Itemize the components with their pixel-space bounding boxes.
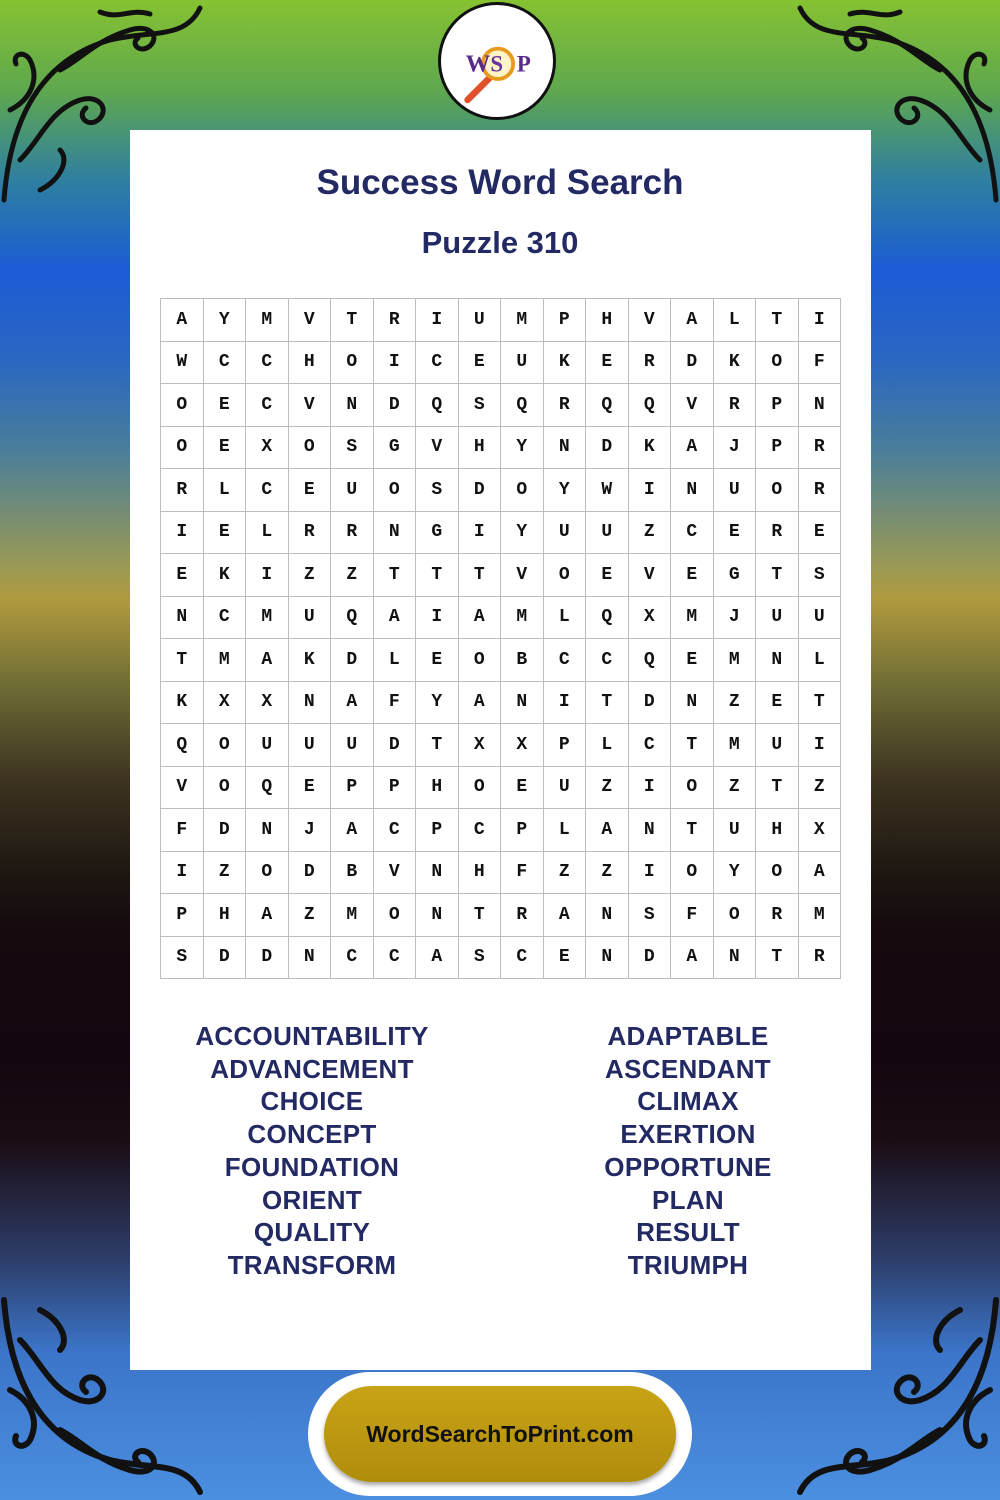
- grid-cell[interactable]: Q: [416, 384, 459, 427]
- grid-cell[interactable]: D: [629, 682, 672, 725]
- grid-cell[interactable]: H: [586, 299, 629, 342]
- grid-cell[interactable]: O: [289, 427, 332, 470]
- grid-cell[interactable]: C: [416, 342, 459, 385]
- grid-cell[interactable]: K: [544, 342, 587, 385]
- grid-cell[interactable]: O: [756, 469, 799, 512]
- grid-cell[interactable]: M: [204, 639, 247, 682]
- grid-cell[interactable]: M: [501, 299, 544, 342]
- grid-cell[interactable]: I: [246, 554, 289, 597]
- grid-cell[interactable]: W: [161, 342, 204, 385]
- grid-cell[interactable]: L: [799, 639, 842, 682]
- grid-cell[interactable]: V: [629, 299, 672, 342]
- grid-cell[interactable]: V: [289, 384, 332, 427]
- grid-cell[interactable]: U: [289, 724, 332, 767]
- grid-cell[interactable]: N: [416, 894, 459, 937]
- grid-cell[interactable]: O: [374, 469, 417, 512]
- logo-letter-s: S: [490, 51, 504, 77]
- grid-cell[interactable]: S: [331, 427, 374, 470]
- grid-cell[interactable]: C: [246, 384, 289, 427]
- grid-cell[interactable]: N: [544, 427, 587, 470]
- logo-letter-w: W: [465, 50, 491, 78]
- word-list-item: FOUNDATION: [224, 1151, 400, 1182]
- grid-cell[interactable]: H: [459, 427, 502, 470]
- grid-cell[interactable]: Q: [246, 767, 289, 810]
- grid-cell[interactable]: A: [671, 299, 714, 342]
- grid-cell[interactable]: A: [671, 427, 714, 470]
- grid-cell[interactable]: W: [586, 469, 629, 512]
- grid-cell[interactable]: H: [756, 809, 799, 852]
- grid-cell[interactable]: U: [544, 512, 587, 555]
- grid-cell[interactable]: N: [756, 639, 799, 682]
- grid-cell[interactable]: I: [374, 342, 417, 385]
- grid-cell[interactable]: R: [629, 342, 672, 385]
- logo-letter-p: P: [516, 51, 531, 77]
- grid-cell[interactable]: I: [416, 299, 459, 342]
- grid-cell[interactable]: L: [544, 809, 587, 852]
- grid-cell[interactable]: C: [204, 342, 247, 385]
- grid-cell[interactable]: H: [204, 894, 247, 937]
- grid-cell[interactable]: P: [331, 767, 374, 810]
- word-list-item: EXERTION: [620, 1119, 756, 1150]
- grid-cell[interactable]: A: [459, 597, 502, 640]
- grid-cell[interactable]: U: [586, 512, 629, 555]
- grid-cell[interactable]: C: [629, 724, 672, 767]
- grid-cell[interactable]: Z: [714, 682, 757, 725]
- grid-cell[interactable]: A: [246, 894, 289, 937]
- grid-cell[interactable]: G: [416, 512, 459, 555]
- word-list-left: [162, 1020, 462, 1282]
- word-list-item: PLAN: [652, 1184, 724, 1215]
- grid-cell[interactable]: K: [204, 554, 247, 597]
- grid-cell[interactable]: U: [714, 809, 757, 852]
- grid-cell[interactable]: C: [586, 639, 629, 682]
- word-list-item: QUALITY: [253, 1217, 371, 1248]
- grid-cell[interactable]: I: [799, 724, 842, 767]
- grid-cell[interactable]: R: [544, 384, 587, 427]
- grid-cell[interactable]: Y: [544, 469, 587, 512]
- grid-cell[interactable]: Z: [799, 767, 842, 810]
- grid-cell[interactable]: D: [204, 937, 247, 980]
- grid-cell[interactable]: O: [459, 767, 502, 810]
- grid-cell[interactable]: R: [799, 469, 842, 512]
- grid-cell[interactable]: O: [756, 852, 799, 895]
- grid-cell[interactable]: X: [246, 427, 289, 470]
- grid-cell[interactable]: O: [671, 767, 714, 810]
- grid-cell[interactable]: L: [544, 597, 587, 640]
- grid-cell[interactable]: S: [799, 554, 842, 597]
- grid-cell[interactable]: L: [586, 724, 629, 767]
- letter-grid: [160, 298, 841, 979]
- grid-cell[interactable]: C: [671, 512, 714, 555]
- grid-cell[interactable]: N: [671, 682, 714, 725]
- grid-cell[interactable]: E: [586, 554, 629, 597]
- grid-cell[interactable]: H: [289, 342, 332, 385]
- grid-cell[interactable]: E: [501, 767, 544, 810]
- grid-cell[interactable]: V: [629, 554, 672, 597]
- grid-cell[interactable]: F: [671, 894, 714, 937]
- grid-cell[interactable]: I: [799, 299, 842, 342]
- grid-cell[interactable]: T: [161, 639, 204, 682]
- grid-cell[interactable]: M: [331, 894, 374, 937]
- grid-cell[interactable]: V: [289, 299, 332, 342]
- grid-cell[interactable]: O: [714, 894, 757, 937]
- grid-cell[interactable]: T: [799, 682, 842, 725]
- grid-cell[interactable]: Q: [586, 597, 629, 640]
- grid-cell[interactable]: N: [671, 469, 714, 512]
- grid-cell[interactable]: E: [204, 427, 247, 470]
- grid-cell[interactable]: E: [416, 639, 459, 682]
- grid-cell[interactable]: R: [714, 384, 757, 427]
- grid-cell[interactable]: R: [161, 469, 204, 512]
- grid-cell[interactable]: R: [289, 512, 332, 555]
- grid-cell[interactable]: N: [799, 384, 842, 427]
- grid-cell[interactable]: M: [714, 639, 757, 682]
- grid-cell[interactable]: E: [671, 554, 714, 597]
- grid-cell[interactable]: S: [629, 894, 672, 937]
- grid-cell[interactable]: C: [501, 937, 544, 980]
- puzzle-number: Puzzle 310: [421, 225, 579, 260]
- grid-cell[interactable]: I: [161, 512, 204, 555]
- grid-cell[interactable]: I: [416, 597, 459, 640]
- grid-cell[interactable]: O: [331, 342, 374, 385]
- word-list-item: ADVANCEMENT: [210, 1053, 414, 1084]
- grid-cell[interactable]: Q: [501, 384, 544, 427]
- grid-cell[interactable]: Q: [586, 384, 629, 427]
- grid-cell[interactable]: T: [374, 554, 417, 597]
- grid-cell[interactable]: Y: [416, 682, 459, 725]
- grid-cell[interactable]: Z: [544, 852, 587, 895]
- grid-cell[interactable]: Z: [586, 852, 629, 895]
- grid-cell[interactable]: T: [756, 554, 799, 597]
- grid-cell[interactable]: R: [501, 894, 544, 937]
- grid-cell[interactable]: O: [459, 639, 502, 682]
- grid-cell[interactable]: P: [756, 427, 799, 470]
- grid-cell[interactable]: T: [671, 809, 714, 852]
- word-list-item: CHOICE: [260, 1086, 364, 1117]
- grid-cell[interactable]: Q: [161, 724, 204, 767]
- grid-cell[interactable]: Y: [714, 852, 757, 895]
- grid-cell[interactable]: A: [331, 682, 374, 725]
- grid-cell[interactable]: U: [501, 342, 544, 385]
- grid-cell[interactable]: R: [756, 894, 799, 937]
- grid-cell[interactable]: I: [629, 469, 672, 512]
- grid-cell[interactable]: C: [204, 597, 247, 640]
- grid-cell[interactable]: U: [714, 469, 757, 512]
- grid-cell[interactable]: E: [799, 512, 842, 555]
- grid-cell[interactable]: N: [714, 937, 757, 980]
- grid-cell[interactable]: S: [161, 937, 204, 980]
- grid-cell[interactable]: N: [161, 597, 204, 640]
- grid-cell[interactable]: I: [459, 512, 502, 555]
- grid-cell[interactable]: O: [544, 554, 587, 597]
- grid-cell[interactable]: E: [714, 512, 757, 555]
- grid-cell[interactable]: S: [459, 384, 502, 427]
- grid-cell[interactable]: N: [586, 937, 629, 980]
- grid-cell[interactable]: U: [756, 597, 799, 640]
- grid-cell[interactable]: P: [374, 767, 417, 810]
- page-title: Success Word Search: [316, 163, 684, 202]
- grid-cell[interactable]: A: [586, 809, 629, 852]
- grid-cell[interactable]: V: [501, 554, 544, 597]
- grid-cell[interactable]: T: [586, 682, 629, 725]
- grid-cell[interactable]: D: [204, 809, 247, 852]
- grid-cell[interactable]: T: [671, 724, 714, 767]
- grid-cell[interactable]: E: [204, 512, 247, 555]
- grid-cell[interactable]: G: [374, 427, 417, 470]
- grid-cell[interactable]: H: [459, 852, 502, 895]
- grid-cell[interactable]: E: [289, 767, 332, 810]
- grid-cell[interactable]: T: [756, 767, 799, 810]
- grid-cell[interactable]: X: [799, 809, 842, 852]
- grid-cell[interactable]: Z: [289, 894, 332, 937]
- grid-cell[interactable]: O: [374, 894, 417, 937]
- grid-cell[interactable]: A: [246, 639, 289, 682]
- word-list-item: CLIMAX: [637, 1086, 739, 1117]
- grid-cell[interactable]: M: [501, 597, 544, 640]
- wsp-logo: [438, 2, 556, 120]
- grid-cell[interactable]: A: [161, 299, 204, 342]
- grid-cell[interactable]: L: [714, 299, 757, 342]
- grid-cell[interactable]: O: [756, 342, 799, 385]
- grid-cell[interactable]: V: [161, 767, 204, 810]
- grid-cell[interactable]: O: [501, 469, 544, 512]
- grid-cell[interactable]: A: [544, 894, 587, 937]
- grid-cell[interactable]: U: [331, 724, 374, 767]
- grid-cell[interactable]: C: [331, 937, 374, 980]
- grid-cell[interactable]: A: [374, 597, 417, 640]
- grid-cell[interactable]: E: [671, 639, 714, 682]
- grid-cell[interactable]: P: [501, 809, 544, 852]
- grid-cell[interactable]: X: [501, 724, 544, 767]
- grid-cell[interactable]: T: [416, 724, 459, 767]
- grid-cell[interactable]: M: [714, 724, 757, 767]
- grid-cell[interactable]: N: [246, 809, 289, 852]
- grid-cell[interactable]: G: [714, 554, 757, 597]
- grid-cell[interactable]: L: [204, 469, 247, 512]
- grid-cell[interactable]: H: [416, 767, 459, 810]
- grid-cell[interactable]: I: [161, 852, 204, 895]
- grid-cell[interactable]: P: [544, 724, 587, 767]
- grid-cell[interactable]: U: [544, 767, 587, 810]
- grid-cell[interactable]: T: [459, 554, 502, 597]
- grid-cell[interactable]: M: [246, 597, 289, 640]
- grid-cell[interactable]: Z: [629, 512, 672, 555]
- grid-cell[interactable]: R: [799, 937, 842, 980]
- grid-cell[interactable]: T: [331, 299, 374, 342]
- word-list-item: ADAPTABLE: [607, 1021, 769, 1051]
- grid-cell[interactable]: A: [416, 937, 459, 980]
- word-list-item: ASCENDANT: [605, 1053, 771, 1084]
- grid-cell[interactable]: E: [204, 384, 247, 427]
- word-list-item: TRIUMPH: [627, 1249, 749, 1280]
- grid-cell[interactable]: N: [416, 852, 459, 895]
- word-list-item: ORIENT: [261, 1184, 363, 1215]
- grid-cell[interactable]: P: [544, 299, 587, 342]
- grid-cell[interactable]: E: [586, 342, 629, 385]
- grid-cell[interactable]: C: [544, 639, 587, 682]
- grid-cell[interactable]: C: [246, 342, 289, 385]
- grid-cell[interactable]: Z: [714, 767, 757, 810]
- grid-cell[interactable]: X: [459, 724, 502, 767]
- grid-cell[interactable]: K: [629, 427, 672, 470]
- grid-cell[interactable]: S: [459, 937, 502, 980]
- grid-cell[interactable]: F: [799, 342, 842, 385]
- grid-cell[interactable]: F: [161, 809, 204, 852]
- grid-cell[interactable]: T: [756, 299, 799, 342]
- grid-cell[interactable]: D: [331, 639, 374, 682]
- grid-cell[interactable]: U: [331, 469, 374, 512]
- grid-cell[interactable]: T: [756, 937, 799, 980]
- grid-cell[interactable]: I: [629, 852, 672, 895]
- grid-cell[interactable]: J: [289, 809, 332, 852]
- grid-cell[interactable]: Q: [629, 639, 672, 682]
- grid-cell[interactable]: P: [416, 809, 459, 852]
- word-list-item: RESULT: [636, 1217, 740, 1248]
- grid-cell[interactable]: D: [289, 852, 332, 895]
- grid-cell[interactable]: O: [161, 384, 204, 427]
- grid-cell[interactable]: O: [161, 427, 204, 470]
- grid-cell[interactable]: J: [714, 427, 757, 470]
- grid-cell[interactable]: R: [374, 299, 417, 342]
- grid-cell[interactable]: F: [374, 682, 417, 725]
- grid-cell[interactable]: M: [246, 299, 289, 342]
- grid-cell[interactable]: R: [331, 512, 374, 555]
- grid-cell[interactable]: Z: [586, 767, 629, 810]
- word-list-item: OPPORTUNE: [604, 1151, 772, 1182]
- grid-cell[interactable]: K: [289, 639, 332, 682]
- website-label: WordSearchToPrint.com: [366, 1420, 634, 1447]
- grid-cell[interactable]: V: [416, 427, 459, 470]
- grid-cell[interactable]: O: [246, 852, 289, 895]
- grid-cell[interactable]: E: [544, 937, 587, 980]
- website-button[interactable]: [324, 1386, 676, 1482]
- grid-cell[interactable]: N: [374, 512, 417, 555]
- grid-cell[interactable]: U: [289, 597, 332, 640]
- grid-cell[interactable]: N: [289, 937, 332, 980]
- grid-cell[interactable]: O: [204, 767, 247, 810]
- grid-cell[interactable]: Z: [331, 554, 374, 597]
- grid-cell[interactable]: L: [374, 639, 417, 682]
- grid-cell[interactable]: D: [459, 469, 502, 512]
- grid-cell[interactable]: R: [756, 512, 799, 555]
- grid-cell[interactable]: A: [331, 809, 374, 852]
- word-list-item: TRANSFORM: [227, 1249, 397, 1280]
- grid-cell[interactable]: E: [756, 682, 799, 725]
- grid-cell[interactable]: N: [289, 682, 332, 725]
- grid-cell[interactable]: M: [799, 894, 842, 937]
- grid-cell[interactable]: J: [714, 597, 757, 640]
- grid-cell[interactable]: D: [374, 384, 417, 427]
- grid-cell[interactable]: C: [374, 937, 417, 980]
- grid-cell[interactable]: N: [586, 894, 629, 937]
- grid-cell[interactable]: A: [459, 682, 502, 725]
- grid-cell[interactable]: X: [629, 597, 672, 640]
- grid-cell[interactable]: D: [629, 937, 672, 980]
- grid-cell[interactable]: E: [289, 469, 332, 512]
- grid-cell[interactable]: D: [671, 342, 714, 385]
- grid-cell[interactable]: T: [416, 554, 459, 597]
- grid-cell[interactable]: A: [671, 937, 714, 980]
- grid-cell[interactable]: L: [246, 512, 289, 555]
- grid-cell[interactable]: U: [756, 724, 799, 767]
- grid-cell[interactable]: R: [799, 427, 842, 470]
- grid-cell[interactable]: I: [544, 682, 587, 725]
- grid-cell[interactable]: Y: [501, 427, 544, 470]
- word-list-right: [538, 1020, 838, 1282]
- grid-cell[interactable]: S: [416, 469, 459, 512]
- grid-cell[interactable]: Z: [204, 852, 247, 895]
- grid-cell[interactable]: A: [799, 852, 842, 895]
- grid-cell[interactable]: E: [161, 554, 204, 597]
- grid-cell[interactable]: D: [374, 724, 417, 767]
- grid-cell[interactable]: Q: [629, 384, 672, 427]
- grid-cell[interactable]: F: [501, 852, 544, 895]
- grid-cell[interactable]: I: [629, 767, 672, 810]
- grid-cell[interactable]: Y: [501, 512, 544, 555]
- grid-cell[interactable]: C: [246, 469, 289, 512]
- grid-cell[interactable]: B: [331, 852, 374, 895]
- grid-cell[interactable]: N: [629, 809, 672, 852]
- grid-cell[interactable]: O: [671, 852, 714, 895]
- grid-cell[interactable]: X: [246, 682, 289, 725]
- grid-cell[interactable]: T: [459, 894, 502, 937]
- grid-cell[interactable]: K: [161, 682, 204, 725]
- grid-cell[interactable]: K: [714, 342, 757, 385]
- grid-cell[interactable]: C: [374, 809, 417, 852]
- grid-cell[interactable]: P: [161, 894, 204, 937]
- grid-cell[interactable]: Q: [331, 597, 374, 640]
- grid-cell[interactable]: M: [671, 597, 714, 640]
- grid-cell[interactable]: N: [331, 384, 374, 427]
- grid-cell[interactable]: P: [756, 384, 799, 427]
- word-list-item: ACCOUNTABILITY: [195, 1021, 429, 1051]
- grid-cell[interactable]: B: [501, 639, 544, 682]
- grid-cell[interactable]: O: [204, 724, 247, 767]
- grid-cell[interactable]: U: [799, 597, 842, 640]
- grid-cell[interactable]: V: [671, 384, 714, 427]
- grid-cell[interactable]: V: [374, 852, 417, 895]
- grid-cell[interactable]: D: [246, 937, 289, 980]
- grid-cell[interactable]: Y: [204, 299, 247, 342]
- grid-cell[interactable]: N: [501, 682, 544, 725]
- grid-cell[interactable]: U: [246, 724, 289, 767]
- grid-cell[interactable]: X: [204, 682, 247, 725]
- grid-cell[interactable]: D: [586, 427, 629, 470]
- grid-cell[interactable]: U: [459, 299, 502, 342]
- word-list-item: CONCEPT: [247, 1119, 377, 1150]
- grid-cell[interactable]: Z: [289, 554, 332, 597]
- grid-cell[interactable]: C: [459, 809, 502, 852]
- grid-cell[interactable]: E: [459, 342, 502, 385]
